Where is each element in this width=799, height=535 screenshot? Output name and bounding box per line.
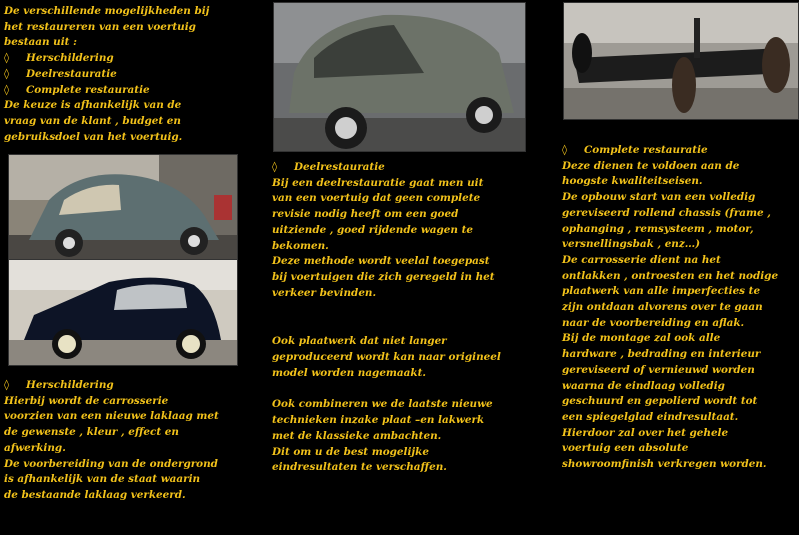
complete-line: De carrosserie dient na het: [562, 253, 721, 266]
complete-line: ontlakken , ontroesten en het nodige: [562, 269, 779, 282]
column-left: [4, 4, 266, 145]
combine-line: Dit om u de best mogelijke: [272, 445, 429, 458]
choice-text: [4, 98, 266, 145]
complete-heading: Complete restauratie: [584, 144, 708, 156]
photo-rolling-chassis: [563, 2, 799, 120]
combine-line: Ook combineren we de laatste nieuwe: [272, 398, 493, 411]
choice-line: vraag van de klant , budget en: [4, 114, 181, 127]
herschildering-line: de bestaande laklaag verkeerd.: [4, 488, 186, 501]
deelrestauratie-line: bekomen.: [272, 239, 329, 252]
complete-line: showroomfinish verkregen worden.: [562, 458, 767, 471]
complete-line: versnellingsbak , enz…): [562, 238, 701, 251]
combine-line: eindresultaten te verschaffen.: [272, 461, 447, 474]
complete-line: plaatwerk van alle imperfecties te: [562, 285, 761, 298]
complete-line: voertuig een absolute: [562, 442, 689, 455]
combine-line: technieken inzake plaat –en lakwerk: [272, 414, 485, 427]
herschildering-text: [4, 394, 266, 504]
complete-line: een spiegelglad eindresultaat.: [562, 410, 739, 423]
option-item: ◊ Complete restauratie: [4, 83, 266, 99]
complete-line: ophanging , remsysteem , motor,: [562, 222, 754, 235]
complete-line: gereviseerd of vernieuwd worden: [562, 363, 755, 376]
deelrestauratie-line: bij voertuigen die zich geregeld in het: [272, 270, 495, 283]
herschildering-line: is afhankelijk van de staat waarin: [4, 473, 201, 486]
herschildering-line: de gewenste , kleur , effect en: [4, 426, 179, 439]
complete-line: waarna de eindlaag volledig: [562, 379, 725, 392]
choice-line: gebruiksdoel van het voertuig.: [4, 130, 183, 143]
photo-2cv-primer: [273, 2, 526, 152]
combine-text: [272, 397, 527, 476]
intro-line: het restaureren van een voertuig: [4, 20, 196, 33]
complete-line: hardware , bedrading en interieur: [562, 348, 761, 361]
complete-heading-row: [562, 143, 797, 159]
herschildering-line: De voorbereiding van de ondergrond: [4, 457, 218, 470]
complete-line: hoogste kwaliteitseisen.: [562, 175, 703, 188]
deelrestauratie-line: verkeer bevinden.: [272, 286, 377, 299]
intro-text: [4, 4, 266, 51]
deelrestauratie-line: van een voertuig dat geen complete: [272, 192, 481, 205]
option-item: ◊ Herschildering: [4, 51, 266, 67]
complete-line: Hierdoor zal over het gehele: [562, 426, 729, 439]
column-right: [562, 143, 797, 473]
intro-line: De verschillende mogelijkheden bij: [4, 5, 210, 17]
photo-black-citroen: [8, 259, 238, 366]
deelrestauratie-line: uitziende , goed rijdende wagen te: [272, 223, 473, 236]
plaatwerk-line: geproduceerd wordt kan naar origineel: [272, 351, 501, 364]
complete-text: [562, 159, 797, 473]
herschildering-line: Hierbij wordt de carrosserie: [4, 394, 169, 407]
complete-line: De opbouw start van een volledig: [562, 191, 756, 204]
herschildering-heading: ◊ Herschildering: [4, 378, 266, 394]
complete-line: gereviseerd rollend chassis (frame ,: [562, 206, 771, 219]
plaatwerk-text: [272, 334, 527, 381]
complete-line: zijn ontdaan alvorens over te gaan: [562, 301, 763, 314]
deelrestauratie-heading: ◊ Deelrestauratie: [272, 160, 527, 176]
deelrestauratie-line: Bij een deelrestauratie gaat men uit: [272, 176, 484, 189]
deelrestauratie-line: Deze methode wordt veelal toegepast: [272, 255, 490, 268]
herschildering-line: afwerking.: [4, 441, 66, 454]
options-list: [4, 51, 266, 98]
complete-line: Bij de montage zal ook alle: [562, 332, 721, 345]
combine-line: met de klassieke ambachten.: [272, 429, 442, 442]
column-middle: [272, 160, 527, 476]
deelrestauratie-line: revisie nodig heeft om een goed: [272, 208, 459, 221]
deelrestauratie-text: [272, 176, 527, 302]
plaatwerk-line: Ook plaatwerk dat niet langer: [272, 335, 447, 348]
choice-line: De keuze is afhankelijk van de: [4, 99, 182, 112]
herschildering-line: voorzien van een nieuwe laklaag met: [4, 410, 219, 423]
photo-primer-car: [8, 154, 238, 260]
option-item: ◊ Deelrestauratie: [4, 67, 266, 83]
plaatwerk-line: model worden nagemaakt.: [272, 366, 427, 379]
complete-line: Deze dienen te voldoen aan de: [562, 159, 740, 172]
complete-line: naar de voorbereiding en aflak.: [562, 316, 745, 329]
complete-line: geschuurd en gepolierd wordt tot: [562, 395, 758, 408]
intro-line: bestaan uit :: [4, 36, 77, 49]
herschildering-section: [4, 378, 266, 504]
